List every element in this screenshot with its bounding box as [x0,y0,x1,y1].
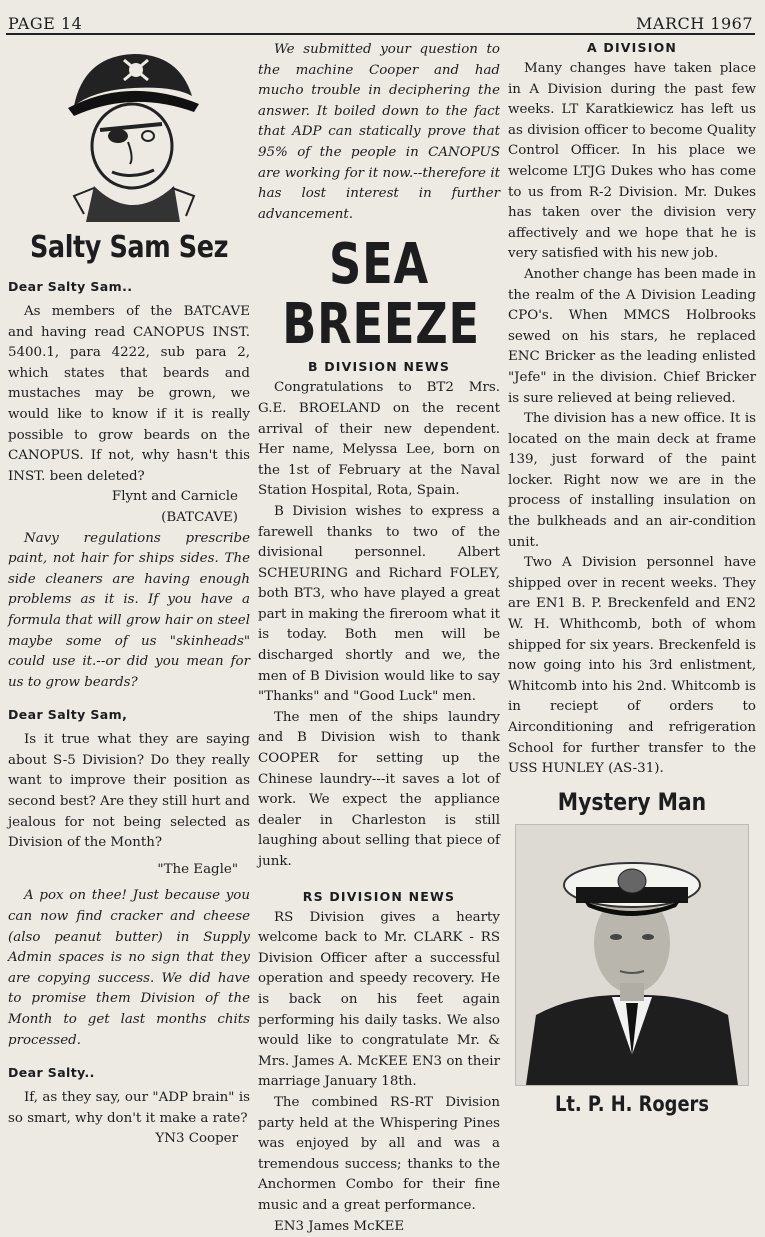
a-division-para3: The division has a new office. It is located on the main deck at frame 139, just forward of the paint locker. Right now we are in the process of installing insulation on the bulkheads and an air-condition unit. [508,409,756,553]
b-division-para1: Congratulations to BT2 Mrs. G.E. BROELAND on the recent arrival of their new dependent. Her name, Melyssa Lee, born on the 1st of February at the Naval Station Hospital, Rota, Spain. [258,378,500,502]
letter3-signature: YN3 Cooper [8,1129,250,1150]
a-division-heading: A DIVISION [508,40,756,55]
letter2-signature: "The Eagle" [8,860,250,881]
officer-portrait-icon [516,825,748,1085]
a-division-para1: Many changes have taken place in A Division during the past few weeks. LT Karatkiewicz has left us as division officer to become Quality Control Officer. In his place we welcome LTJG Dukes who has come to us from R-2 Division. Mr. Dukes has taken over the division very affectively and we hope that he is very satisfied with his new job. [508,59,756,265]
rs-division-signature: EN3 James McKEE [258,1217,500,1237]
issue-date: MARCH 1967 [636,14,753,33]
pirate-cartoon-icon [54,46,204,226]
column-a-division [508,40,756,1116]
letter2-salutation: Dear Salty Sam, [8,707,250,722]
rs-division-para2: The combined RS-RT Division party held at the Whispering Pines was enjoyed by all and was a tremendous success; thanks to the Anchormen Combo for their fine music and a great performance. [258,1093,500,1217]
rs-division-para1: RS Division gives a hearty welcome back to Mr. CLARK - RS Division Officer after a successful operation and speedy recovery. He is back on his feet again performing his daily tasks. We also would like to congratulate Mr. & Mrs. James A. McKEE EN3 on their marriage January 18th. [258,908,500,1093]
b-division-heading: B DIVISION NEWS [258,359,500,374]
letter1-body: As members of the BATCAVE and having read CANOPUS INST. 5400.1, para 4222, sub para 2, which states that beards and mustaches may be grown, we would like to know if it is really possible to grow beards on the CANOPUS. If not, why hasn't this INST. been deleted? [8,302,250,487]
page-header [8,4,753,34]
a-division-para2: Another change has been made in the realm of the A Division Leading CPO's. When MMCS Holbrooks sewed on his stars, he replaced ENC Bricker as the leading enlisted "Jefe" in the division. Chief Bricker is sure relieved at being relieved. [508,265,756,409]
column-salty-sam [8,40,250,1150]
letter1-signature: Flynt and Carnicle [8,487,250,508]
column-news [258,40,500,1237]
letter2-reply: A pox on thee! Just because you can now find cracker and cheese (also peanut butter) in Supply Admin spaces is no sign that they are copying success. We did have to promise them Division of the Month to get last months chits processed. [8,886,250,1051]
letter3-body: If, as they say, our "ADP brain" is so smart, why don't it make a rate? [8,1088,250,1129]
officer-portrait [515,824,749,1086]
photo-caption: Lt. P. H. Rogers [527,1092,738,1116]
rs-division-heading: RS DIVISION NEWS [258,889,500,904]
letter3-salutation: Dear Salty.. [8,1065,250,1080]
letter1-salutation: Dear Salty Sam.. [8,279,250,294]
sea-breeze-masthead: SEA BREEZE [282,235,476,355]
b-division-para2: B Division wishes to express a farewell thanks to two of the divisional personnel. Albert SCHEURING and Richard FOLEY, both BT3, who have played a great part in making the fireroom what it is today. Both men will be discharged shortly and we, the men of B Division would like to say "Thanks" and "Good Luck" men. [258,502,500,708]
letter1-reply: Navy regulations prescribe paint, not hair for ships sides. The side cleaners are having enough problems as it is. If you have a formula that will grow hair on steel maybe some of us "skinheads" could use it.--or did you mean for us to grow beards? [8,529,250,694]
letter2-body: Is it true what they are saying about S-5 Division? Do they really want to improve their position as second best? Are they still hurt and jealous for not being selected as Division of the Month? [8,730,250,854]
mystery-man-title: Mystery Man [527,788,738,816]
salty-sam-reply: We submitted your question to the machine Cooper and had mucho trouble in deciphering the answer. It boiled down to the fact that ADP can statically prove that 95% of the people in CANOPUS are working for it now.--therefore it has lost interest in further advancement. [258,40,500,225]
a-division-para4: Two A Division personnel have shipped over in recent weeks. They are EN1 B. P. Breckenfeld and EN2 W. H. Whithcomb, both of whom shipped for six years. Breckenfeld is now going into his 3rd enlistment, Whitcomb into his 2nd. Whitcomb is in reciept of orders to Airconditioning and refrigeration School for further transfer to the USS HUNLEY (AS-31). [508,553,756,780]
header-rule [6,33,755,35]
letter1-signature-unit: (BATCAVE) [8,508,250,529]
b-division-para3: The men of the ships laundry and B Division wish to thank COOPER for setting up the Chinese laundry---it saves a lot of work. We expect the appliance dealer in Charleston is still laughing about selling that piece of junk. [258,708,500,873]
salty-sam-title: Salty Sam Sez [26,230,232,265]
page-number: PAGE 14 [8,14,82,33]
